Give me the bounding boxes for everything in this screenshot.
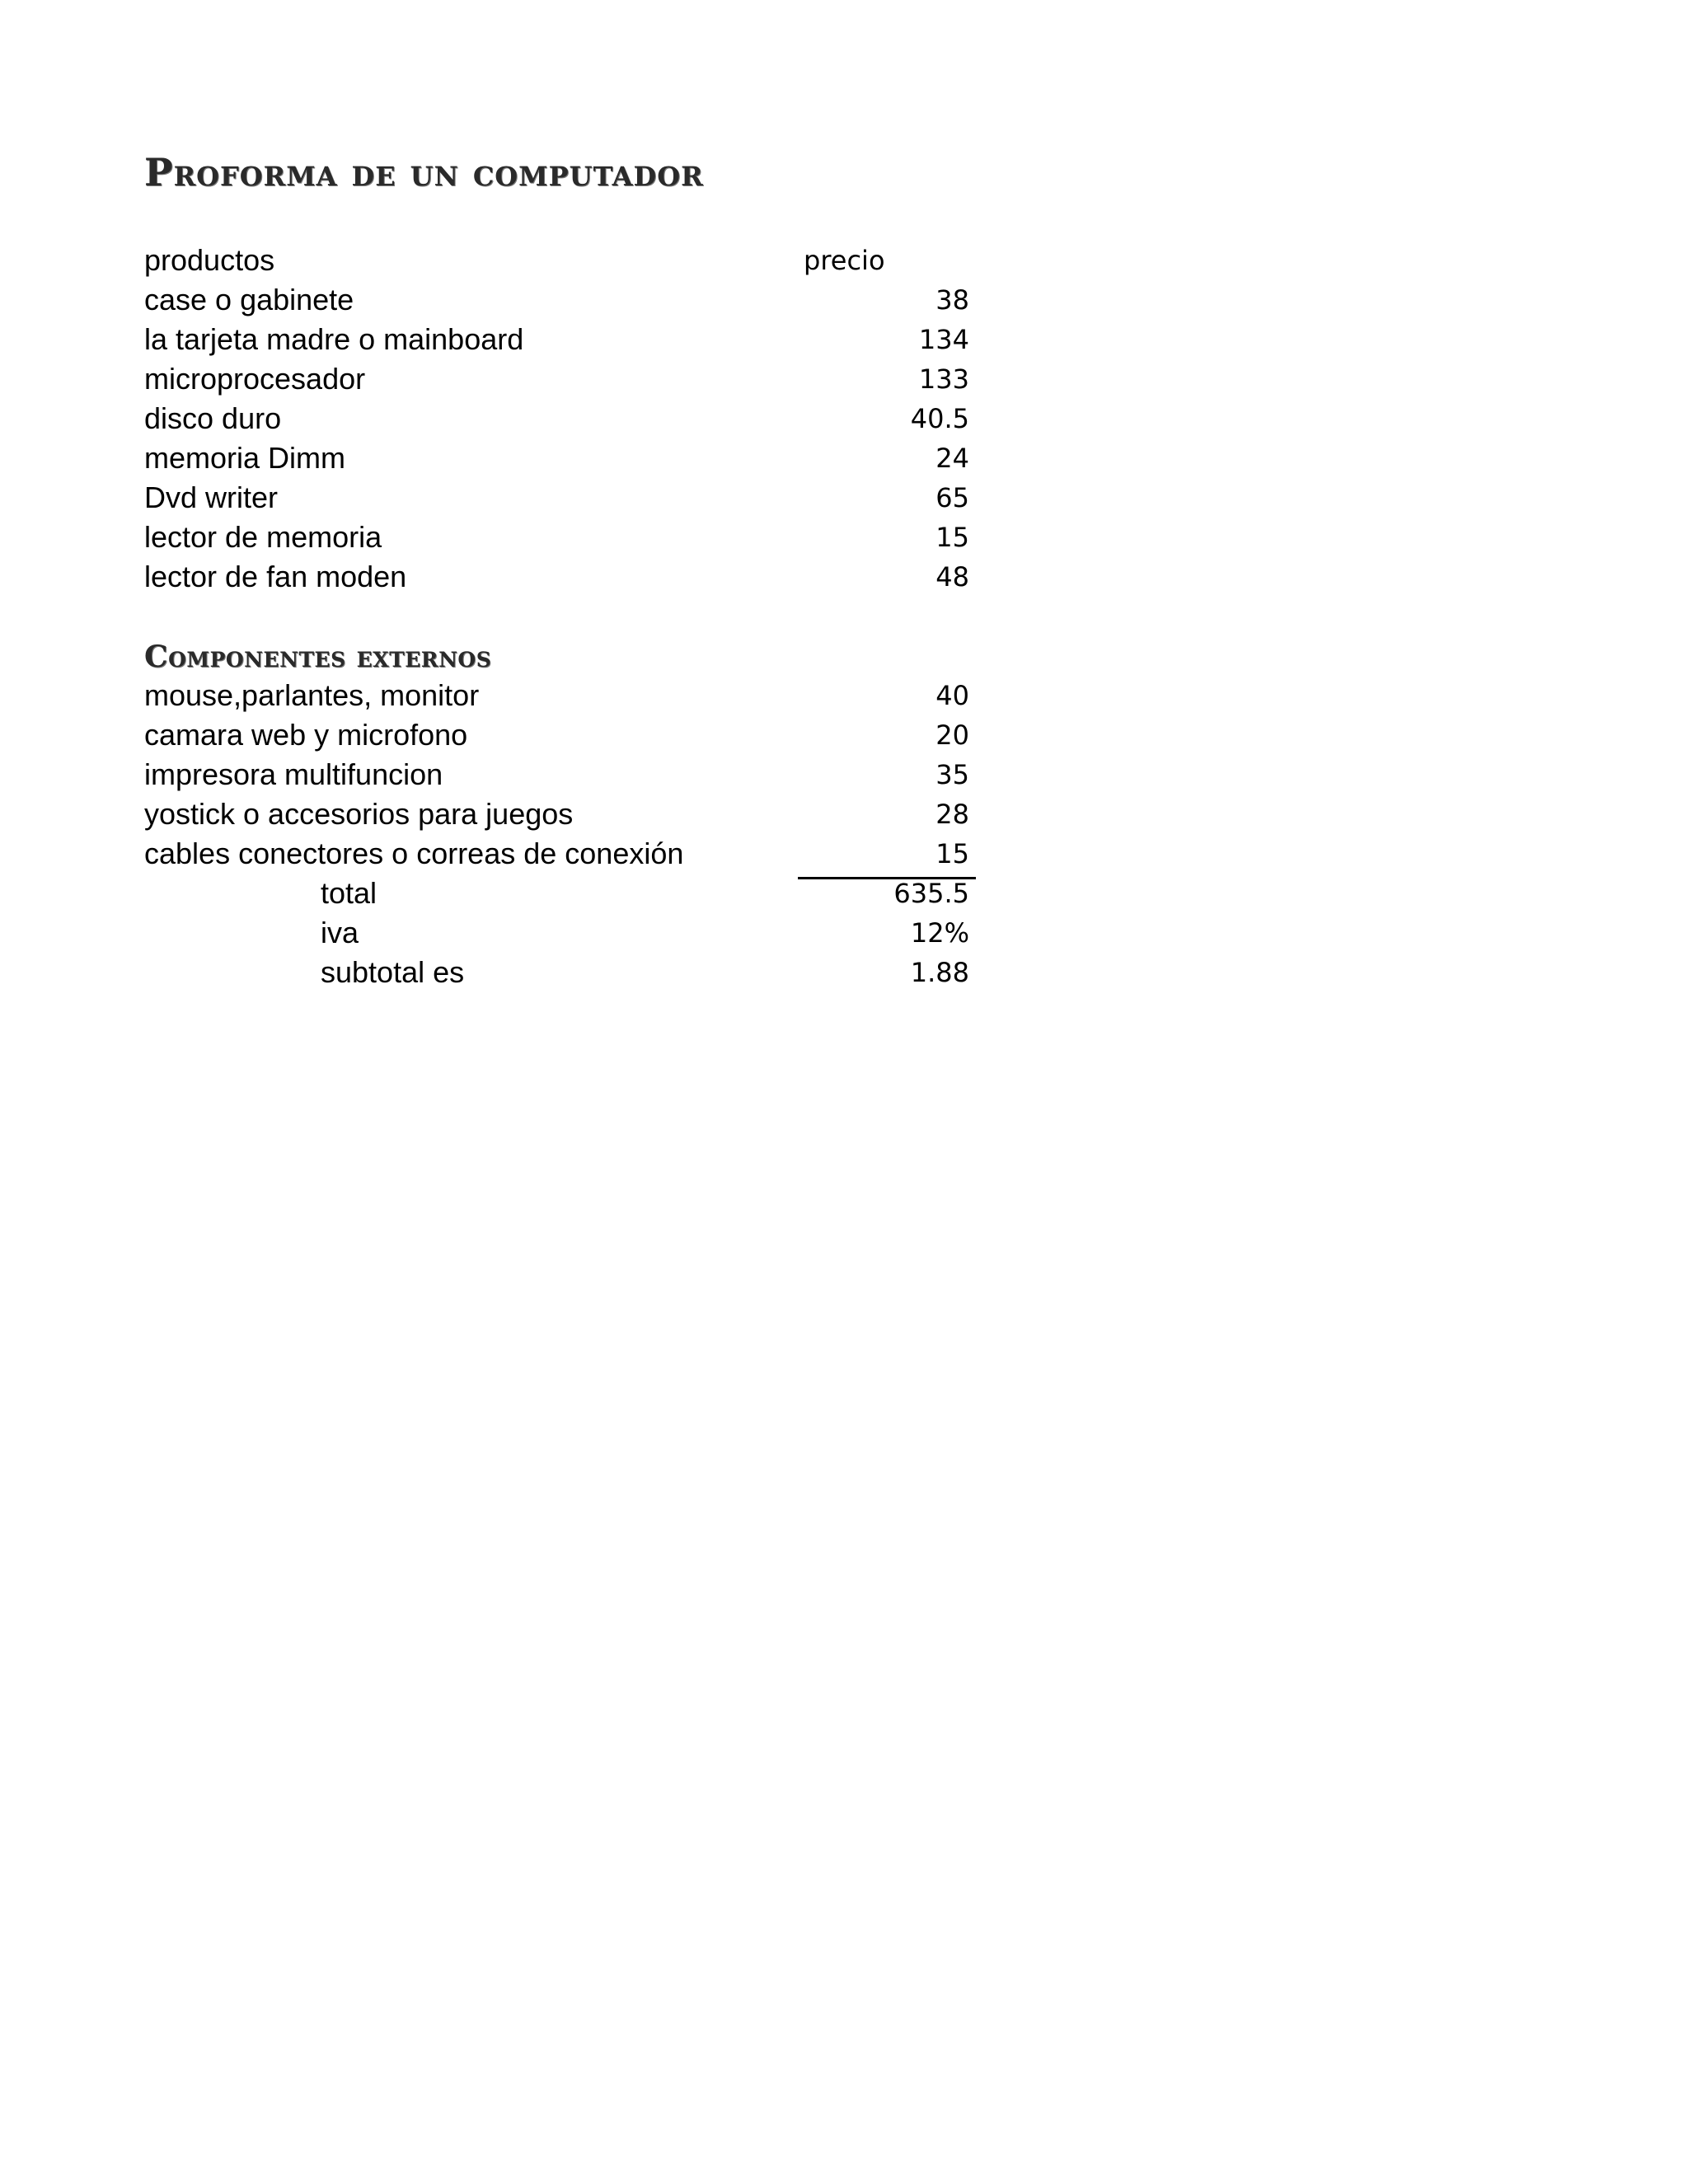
table-row [0, 834, 1688, 874]
table-row [0, 399, 1688, 438]
item-name: cables conectores o correas de conexión [144, 837, 684, 870]
table-row [0, 794, 1688, 834]
table-row [0, 715, 1688, 755]
table-row [0, 755, 1688, 794]
item-price: 20 [935, 719, 969, 751]
total-value: 635.5 [893, 878, 969, 909]
total-label: total [321, 876, 377, 910]
item-price: 65 [935, 482, 969, 513]
item-name: yostick o accesorios para juegos [144, 797, 574, 831]
item-name: lector de fan moden [144, 560, 407, 593]
item-price: 40.5 [910, 403, 969, 434]
item-name: impresora multifuncion [144, 757, 443, 791]
item-name: Dvd writer [144, 480, 279, 514]
item-name: lector de memoria [144, 520, 382, 554]
products-column-header: productos [144, 243, 275, 277]
item-price: 35 [935, 759, 969, 790]
total-row [0, 874, 1688, 913]
table-row [0, 280, 1688, 320]
item-name: la tarjeta madre o mainboard [144, 322, 524, 356]
page-title: Proforma de un computador [144, 150, 704, 194]
item-name: camara web y microfono [144, 718, 468, 752]
subtotal-value: 1.88 [910, 957, 969, 988]
item-price: 24 [935, 443, 969, 474]
item-price: 15 [935, 522, 969, 553]
item-price: 48 [935, 561, 969, 593]
table-row [0, 478, 1688, 518]
item-name: microprocesador [144, 362, 366, 396]
table-row [0, 320, 1688, 359]
subtotal-row [0, 953, 1688, 992]
table-row [0, 518, 1688, 557]
iva-label: iva [321, 916, 359, 949]
price-column-header: precio [804, 245, 885, 276]
table-row [0, 359, 1688, 399]
item-name: memoria Dimm [144, 441, 346, 475]
item-name: mouse,parlantes, monitor [144, 678, 480, 712]
iva-value: 12% [910, 917, 969, 949]
external-components-heading: Componentes externos [144, 640, 492, 674]
subtotal-label: subtotal es [321, 955, 465, 989]
table-row [0, 438, 1688, 478]
item-price: 38 [935, 284, 969, 316]
item-name: disco duro [144, 401, 282, 435]
item-price: 134 [918, 324, 969, 355]
table-row [0, 676, 1688, 715]
table-header-row [0, 241, 1688, 280]
item-price: 40 [935, 680, 969, 711]
iva-row [0, 913, 1688, 953]
item-price: 28 [935, 799, 969, 830]
table-row [0, 557, 1688, 597]
item-price: 133 [918, 363, 969, 395]
item-price: 15 [935, 838, 969, 869]
item-name: case o gabinete [144, 283, 354, 316]
